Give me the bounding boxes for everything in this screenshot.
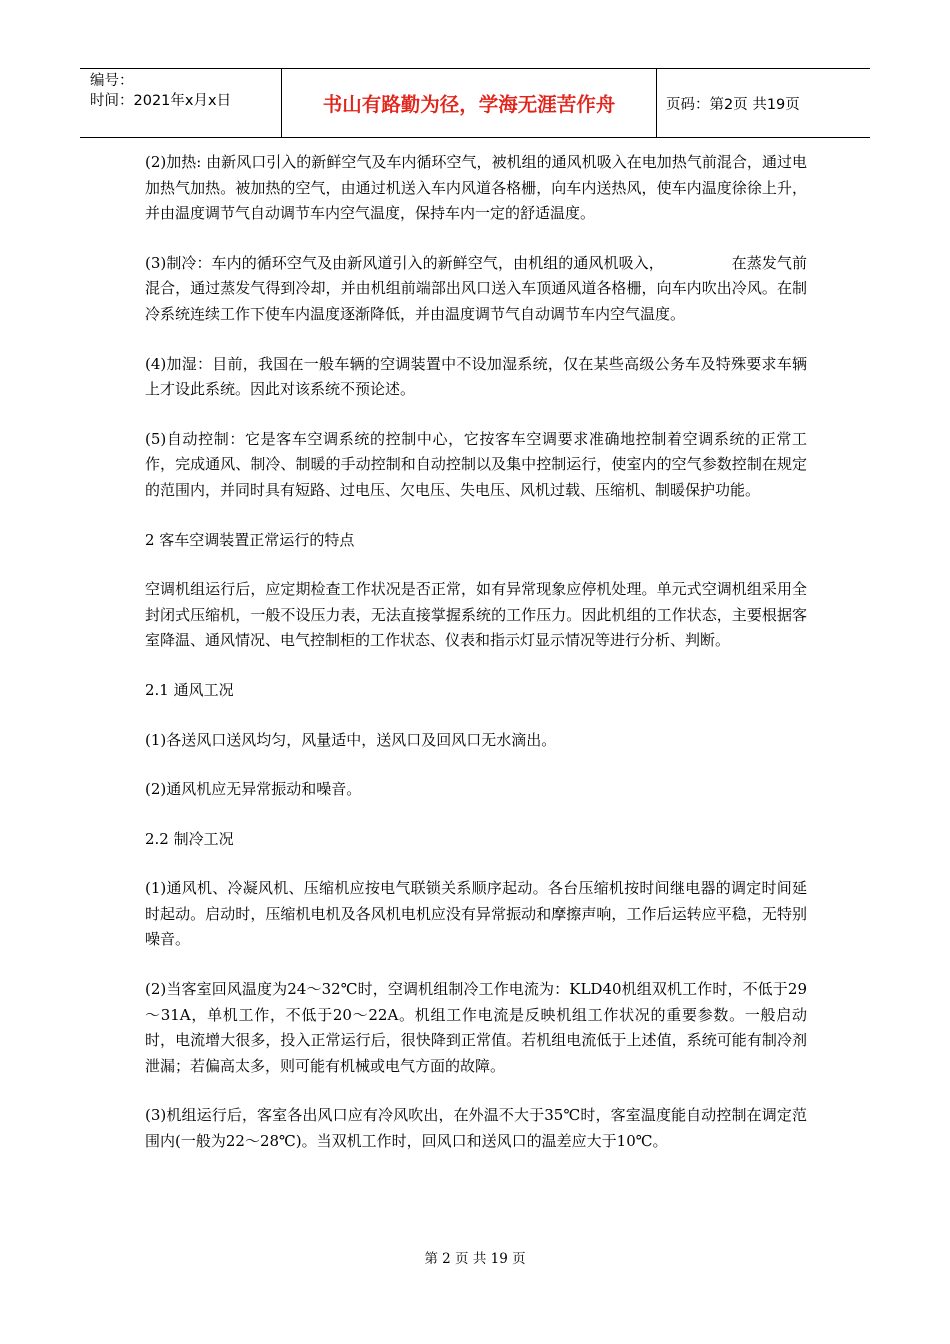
paragraph-ventilation-1: (1)各送风口送风均匀，风量适中，送风口及回风口无水滴出。 (145, 730, 557, 749)
header-page-number: 页码：第2页 共19页 (666, 97, 800, 113)
paragraph-ventilation-2: (2)通风机应无异常振动和噪音。 (145, 780, 362, 799)
section-heading-2-2: 2.2 制冷工况 (145, 829, 234, 848)
paragraph-heating: (2)加热: 由新风口引入的新鲜空气及车内循环空气，被机组的通风机吸入在电加热气前混合，通过电加热气加热。被加热的空气，由通过机送入车内风道各格栅，向车内送热风，使车内温度徐徐上升，并由温度调节气自动调节车内空气温度，保持车内一定的舒适温度。 (145, 153, 807, 223)
section-heading-2-1: 2.1 通风工况 (145, 680, 234, 699)
page-footer: 第 2 页 共 19 页 (424, 1251, 526, 1267)
paragraph-cooling-3: (3)机组运行后，客室各出风口应有冷风吹出，在外温不大于35℃时，客室温度能自动控制在调定范围内(一般为22～28℃)。当双机工作时，回风口和送风口的温差应大于10℃。 (145, 1106, 807, 1151)
document-date-label: 时间：2021年x月x日 (90, 93, 232, 109)
header-info-cell (80, 69, 282, 137)
paragraph-auto-control: (5)自动控制：它是客车空调系统的控制中心，它按客车空调要求准确地控制着空调系统的正常工作，完成通风、制冷、制暖的手动控制和自动控制以及集中控制运行，使室内的空气参数控制在规定的范围内，并同时具有短路、过电压、欠电压、失电压、风机过载、压缩机、制暖保护功能。 (145, 429, 807, 499)
section-heading-2: 2 客车空调装置正常运行的特点 (145, 530, 355, 549)
document-number-label: 编号： (90, 73, 134, 89)
paragraph-cooling-2: (2)当客室回风温度为24～32℃时，空调机组制冷工作电流为：KLD40机组双机工作时，不低于29～31A，单机工作，不低于20～22A。机组工作电流是反映机组工作状况的重要参数。一般启动时，电流增大很多，投入正常运行后，很快降到正常值。若机组电流低于上述值，系统可能有制冷剂泄漏；若偏高太多，则可能有机械或电气方面的故障。 (145, 980, 807, 1075)
paragraph-operation-intro: 空调机组运行后，应定期检查工作状况是否正常，如有异常现象应停机处理。单元式空调机组采用全封闭式压缩机，一般不设压力表，无法直接掌握系统的工作压力。因此机组的工作状态，主要根据客室降温、通风情况、电气控制柜的工作状态、仪表和指示灯显示情况等进行分析、判断。 (145, 580, 807, 650)
paragraph-cooling-1: (1)通风机、冷凝风机、压缩机应按电气联锁关系顺序起动。各台压缩机按时间继电器的调定时间延时起动。启动时，压缩机电机及各风机电机应没有异常振动和摩擦声响，工作后运转应平稳，无特别噪音。 (145, 879, 807, 949)
paragraph-humidifying: (4)加湿：目前，我国在一般车辆的空调装置中不设加湿系统，仅在某些高级公务车及特殊要求车辆上才设此系统。因此对该系统不预论述。 (145, 354, 807, 399)
paragraph-cooling: (3)制冷：车内的循环空气及由新风道引入的新鲜空气，由机组的通风机吸入， 在蒸发气前混合，通过蒸发气得到冷却，并由机组前端部出风口送入车顶通风道各格栅，向车内吹出冷风。在制冷系统连续工作下使车内温度逐渐降低，并由温度调节气自动调节车内空气温度。 (145, 253, 807, 323)
page-header (80, 68, 870, 138)
document-body (145, 150, 807, 1179)
header-motto: 书山有路勤为径，学海无涯苦作舟 (282, 69, 657, 137)
